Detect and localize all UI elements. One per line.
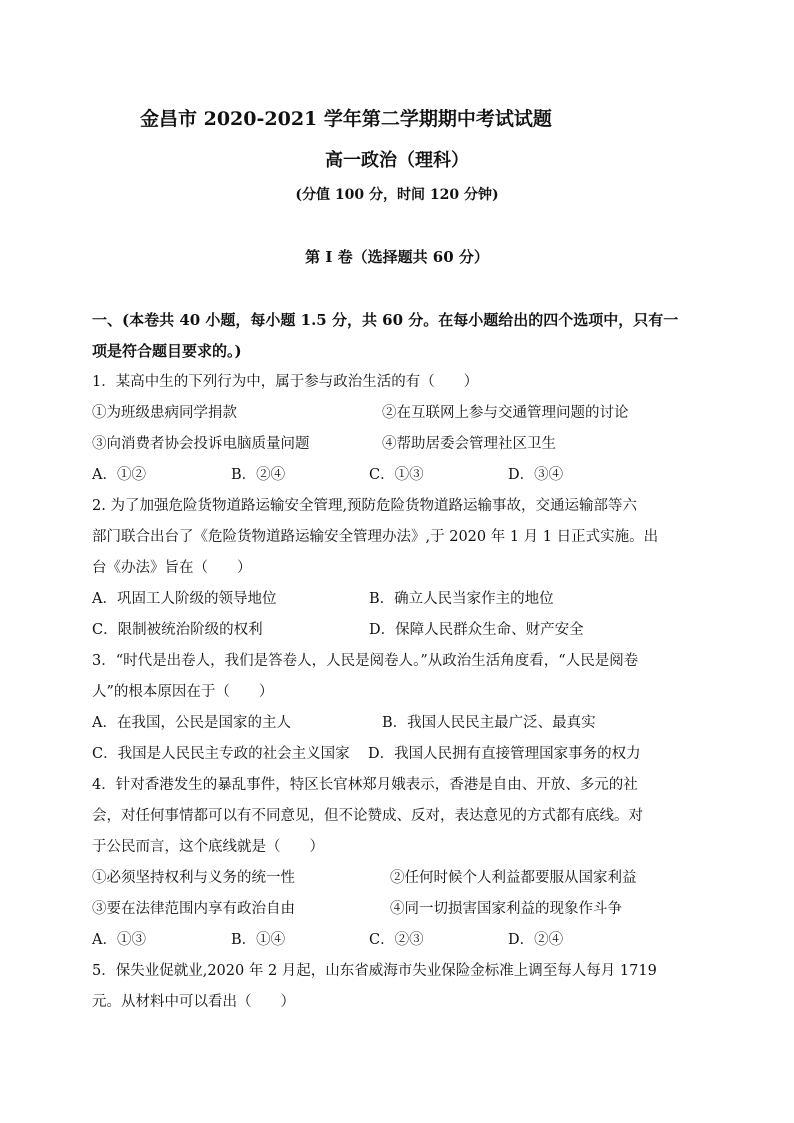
q4-option-c: C．②③ [369,932,424,948]
question-2-options-row1 [92,589,712,609]
question-2-stem-cont: 部门联合出台了《危险货物道路运输安全管理办法》,于 2020 年 1 月 1 日正式实施。出 [92,529,659,545]
q1-option-d: D．③④ [508,467,564,483]
score-time-note: (分值 100 分，时间 120 分钟) [295,187,499,203]
q1-option-a: A．①② [92,467,146,483]
question-2-stem-end: 台《办法》旨在（ ） [92,560,252,576]
q4-statement-4: ④同一切损害国家利益的现象作斗争 [390,901,622,917]
question-5-stem-cont: 元。从材料中可以看出（ ） [92,994,295,1010]
q3-option-d: D．我国人民拥有直接管理国家事务的权力 [368,746,641,762]
question-1-statements-row2 [92,434,712,454]
q1-statement-1: ①为班级患病同学捐款 [92,405,237,421]
exam-subtitle: 高一政治（理科） [325,150,469,171]
q1-statement-4: ④帮助居委会管理社区卫生 [382,436,556,452]
q4-statement-1: ①必须坚持权利与义务的统一性 [92,870,295,886]
question-1-stem: 1．某高中生的下列行为中，属于参与政治生活的有（ ） [92,374,479,390]
q1-statement-3: ③向消费者协会投诉电脑质量问题 [92,436,310,452]
question-4-statements-row1 [92,868,712,888]
q1-option-c: C．①③ [369,467,424,483]
question-4-statements-row2 [92,899,712,919]
question-2-options-row2 [92,620,712,640]
q2-option-d: D．保障人民群众生命、财产安全 [369,622,584,638]
q1-option-b: B．②④ [231,467,286,483]
q3-option-a: A．在我国，公民是国家的主人 [92,715,291,731]
q4-option-d: D．②④ [508,932,564,948]
q2-option-c: C．限制被统治阶级的权利 [92,622,263,638]
question-1-statements-row1 [92,403,712,423]
question-3-stem-cont: 人”的根本原因在于（ ） [92,684,274,700]
question-4-stem-cont: 会，对任何事情都可以有不同意见，但不论赞成、反对，表达意见的方式都有底线。对 [92,808,643,824]
question-4-stem-end: 于公民而言，这个底线就是（ ） [92,839,324,855]
question-4-stem: 4．针对香港发生的暴乱事件，特区长官林郑月娥表示，香港是自由、开放、多元的社 [92,777,638,793]
question-4-options [92,930,712,950]
question-2-stem: 2. 为了加强危险货物道路运输安全管理,预防危险货物道路运输事故，交通运输部等六 [92,498,638,514]
question-1-options [92,465,712,485]
question-5-stem: 5．保失业促就业,2020 年 2 月起，山东省威海市失业保险金标准上调至每人每月 1719 [92,963,657,979]
q4-option-b: B．①④ [231,932,286,948]
q2-option-a: A．巩固工人阶级的领导地位 [92,591,277,607]
question-3-options-row2 [92,744,712,764]
q2-option-b: B．确立人民当家作主的地位 [369,591,554,607]
q4-option-a: A．①③ [92,932,146,948]
q4-statement-3: ③要在法律范围内享有政治自由 [92,901,295,917]
q3-option-c: C．我国是人民民主专政的社会主义国家 [92,746,350,762]
exam-title: 金昌市 2020-2021 学年第二学期期中考试试题 [140,108,552,130]
q3-option-b: B．我国人民民主最广泛、最真实 [382,715,596,731]
q4-statement-2: ②任何时候个人利益都要服从国家利益 [390,870,637,886]
q1-statement-2: ②在互联网上参与交通管理问题的讨论 [382,405,629,421]
section-instructions-cont: 项是符合题目要求的。) [92,342,242,360]
volume-heading: 第 I 卷（选择题共 60 分） [305,248,489,266]
question-3-options-row1 [92,713,712,733]
question-3-stem: 3．“时代是出卷人，我们是答卷人，人民是阅卷人。”从政治生活角度看，“人民是阅卷 [92,653,639,669]
section-instructions: 一、(本卷共 40 小题，每小题 1.5 分，共 60 分。在每小题给出的四个选项中，只有一 [92,311,679,329]
